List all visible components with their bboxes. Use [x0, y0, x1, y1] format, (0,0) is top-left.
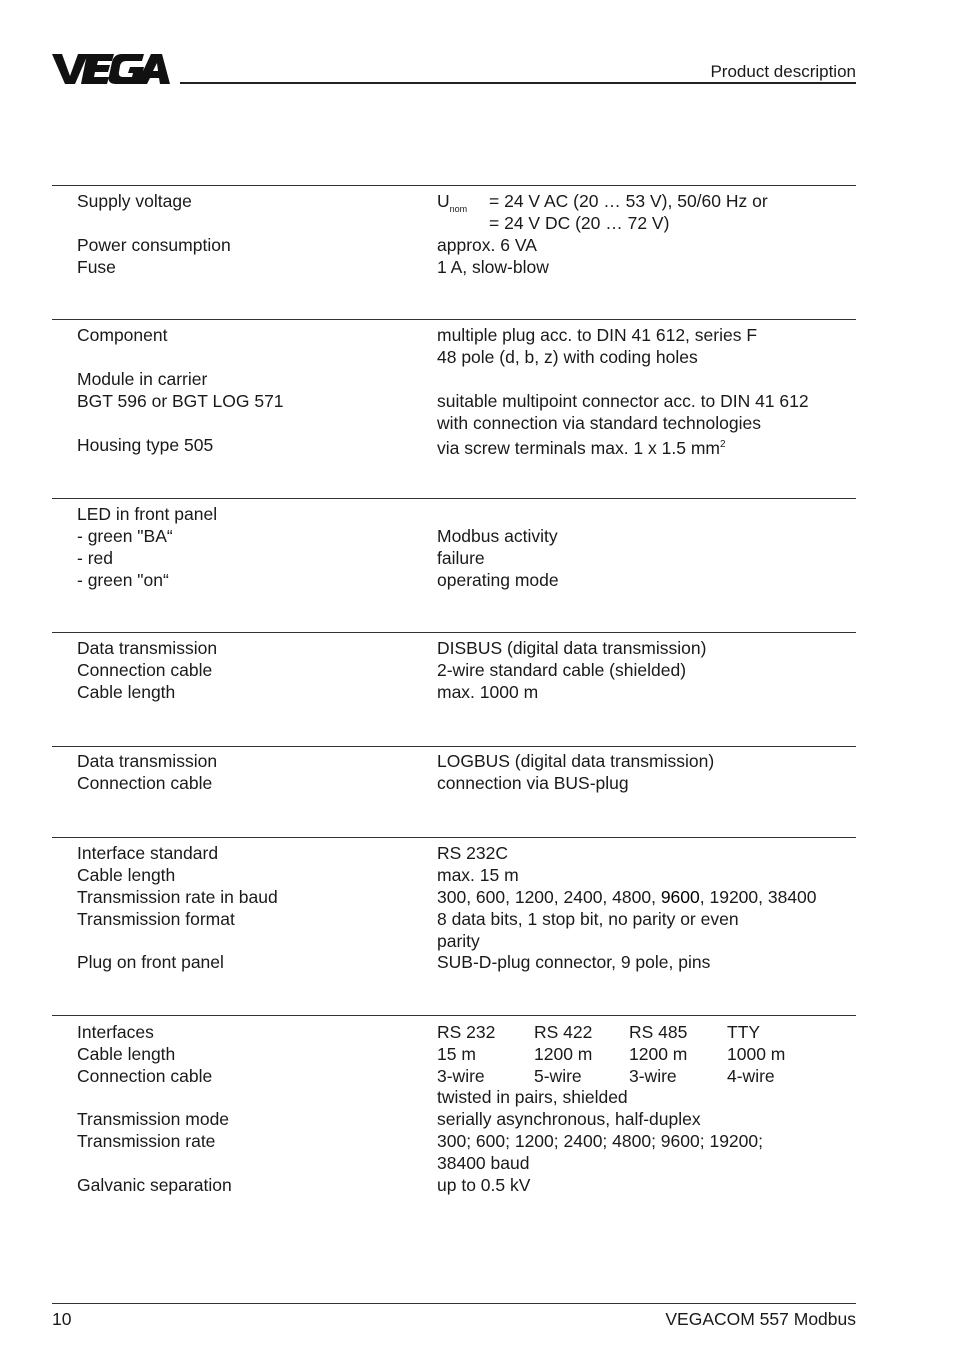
connection-cable-label: Connection cable: [77, 1066, 213, 1086]
housing-value-text: via screw terminals max. 1 x 1.5 mm: [437, 438, 720, 458]
galvanic-separation-label: Galvanic separation: [77, 1175, 232, 1195]
interface-standard-label: Interface standard: [77, 843, 219, 863]
page-number: 10: [52, 1309, 72, 1329]
disbus-row-label: Connection cable: [77, 660, 213, 680]
module-value-line1: suitable multipoint connector acc. to DIN 41 612: [437, 391, 809, 411]
interface-cable-length: 15 m: [437, 1044, 476, 1064]
disbus-row-value: max. 1000 m: [437, 682, 539, 702]
supply-voltage-label: Supply voltage: [77, 191, 192, 211]
transmission-rate-value-line1: 300; 600; 1200; 2400; 4800; 9600; 19200;: [437, 1131, 763, 1151]
transmission-rate-value-line2: 38400 baud: [437, 1153, 530, 1173]
led-item-value: Modbus activity: [437, 526, 558, 546]
led-item-value: failure: [437, 548, 485, 568]
power-consumption-value: approx. 6 VA: [437, 235, 537, 255]
vega-logo: [52, 52, 170, 91]
disbus-section: [52, 632, 856, 702]
interface-connection-cable: 3-wire: [629, 1066, 677, 1086]
led-item-label: - red: [77, 548, 113, 568]
supply-voltage-line2: = 24 V DC (20 … 72 V): [489, 213, 670, 233]
interface-name: RS 485: [629, 1022, 688, 1042]
rate-values-pre: 300, 600, 1200, 2400, 4800,: [437, 887, 661, 907]
module-label-line2: BGT 596 or BGT LOG 571: [77, 391, 284, 411]
interface-name: RS 232: [437, 1022, 496, 1042]
supply-voltage-value: [437, 190, 467, 220]
led-item-label: - green "on“: [77, 570, 169, 590]
disbus-row-label: Cable length: [77, 682, 176, 702]
interface-cable-length: 1000 m: [727, 1044, 786, 1064]
u-symbol: U: [437, 191, 450, 211]
supply-section: [52, 185, 856, 277]
vega-logo-mark: [52, 52, 170, 86]
led-label: LED in front panel: [77, 504, 218, 524]
interfaces-label: Interfaces: [77, 1022, 154, 1042]
disbus-row-value: 2-wire standard cable (shielded): [437, 660, 687, 680]
logbus-row-value: connection via BUS-plug: [437, 773, 629, 793]
plug-label: Plug on front panel: [77, 952, 224, 972]
interface-cable-length: 1200 m: [534, 1044, 593, 1064]
rate-default-value: 9600: [660, 887, 700, 907]
component-value-line1: multiple plug acc. to DIN 41 612, series F: [437, 325, 758, 345]
u-subscript: nom: [449, 204, 468, 214]
rate-values-post: , 19200, 38400: [699, 887, 817, 907]
housing-label: Housing type 505: [77, 435, 214, 455]
transmission-mode-value: serially asynchronous, half-duplex: [437, 1109, 701, 1129]
transmission-format-value-line2: parity: [437, 931, 480, 951]
document-title: VEGACOM 557 Modbus: [665, 1309, 856, 1329]
logbus-row-label: Data transmission: [77, 751, 218, 771]
interface-name: RS 422: [534, 1022, 593, 1042]
module-label-line1: Module in carrier: [77, 369, 208, 389]
interfaces-section: [52, 1015, 856, 1195]
component-section: [52, 319, 856, 458]
module-value-line2: with connection via standard technologies: [437, 413, 761, 433]
interface-connection-cable: 5-wire: [534, 1066, 582, 1086]
interface-name: TTY: [727, 1022, 761, 1042]
footer-divider: [52, 1303, 856, 1304]
transmission-rate-label: Transmission rate in baud: [77, 887, 278, 907]
logbus-section: [52, 746, 856, 793]
component-label: Component: [77, 325, 168, 345]
transmission-rate-label: Transmission rate: [77, 1131, 216, 1151]
header-divider: [180, 82, 856, 84]
interface-connection-cable: 4-wire: [727, 1066, 775, 1086]
interface-connection-cable: 3-wire: [437, 1066, 485, 1086]
led-item-label: - green "BA“: [77, 526, 173, 546]
transmission-rate-value: [437, 886, 817, 908]
interface-standard-value: RS 232C: [437, 843, 509, 863]
logbus-row-value: LOGBUS (digital data transmission): [437, 751, 715, 771]
galvanic-separation-value: up to 0.5 kV: [437, 1175, 531, 1195]
plug-value: SUB-D-plug connector, 9 pole, pins: [437, 952, 711, 972]
section-title: Product description: [710, 62, 856, 81]
cable-length-value: max. 15 m: [437, 865, 519, 885]
disbus-row-value: DISBUS (digital data transmission): [437, 638, 707, 658]
transmission-format-label: Transmission format: [77, 909, 235, 929]
logbus-row-label: Connection cable: [77, 773, 213, 793]
supply-voltage-line1: = 24 V AC (20 … 53 V), 50/60 Hz or: [489, 191, 768, 211]
fuse-value: 1 A, slow-blow: [437, 257, 549, 277]
housing-superscript: 2: [719, 439, 726, 450]
led-section: [52, 498, 856, 590]
interface-cable-length: 1200 m: [629, 1044, 688, 1064]
housing-value: [437, 434, 726, 459]
cable-length-label: Cable length: [77, 1044, 176, 1064]
rs232-section: [52, 837, 856, 972]
transmission-format-value-line1: 8 data bits, 1 stop bit, no parity or even: [437, 909, 739, 929]
transmission-mode-label: Transmission mode: [77, 1109, 230, 1129]
led-item-value: operating mode: [437, 570, 559, 590]
twisted-pairs-note: twisted in pairs, shielded: [437, 1087, 628, 1107]
cable-length-label: Cable length: [77, 865, 176, 885]
component-value-line2: 48 pole (d, b, z) with coding holes: [437, 347, 698, 367]
fuse-label: Fuse: [77, 257, 116, 277]
power-consumption-label: Power consumption: [77, 235, 231, 255]
disbus-row-label: Data transmission: [77, 638, 218, 658]
